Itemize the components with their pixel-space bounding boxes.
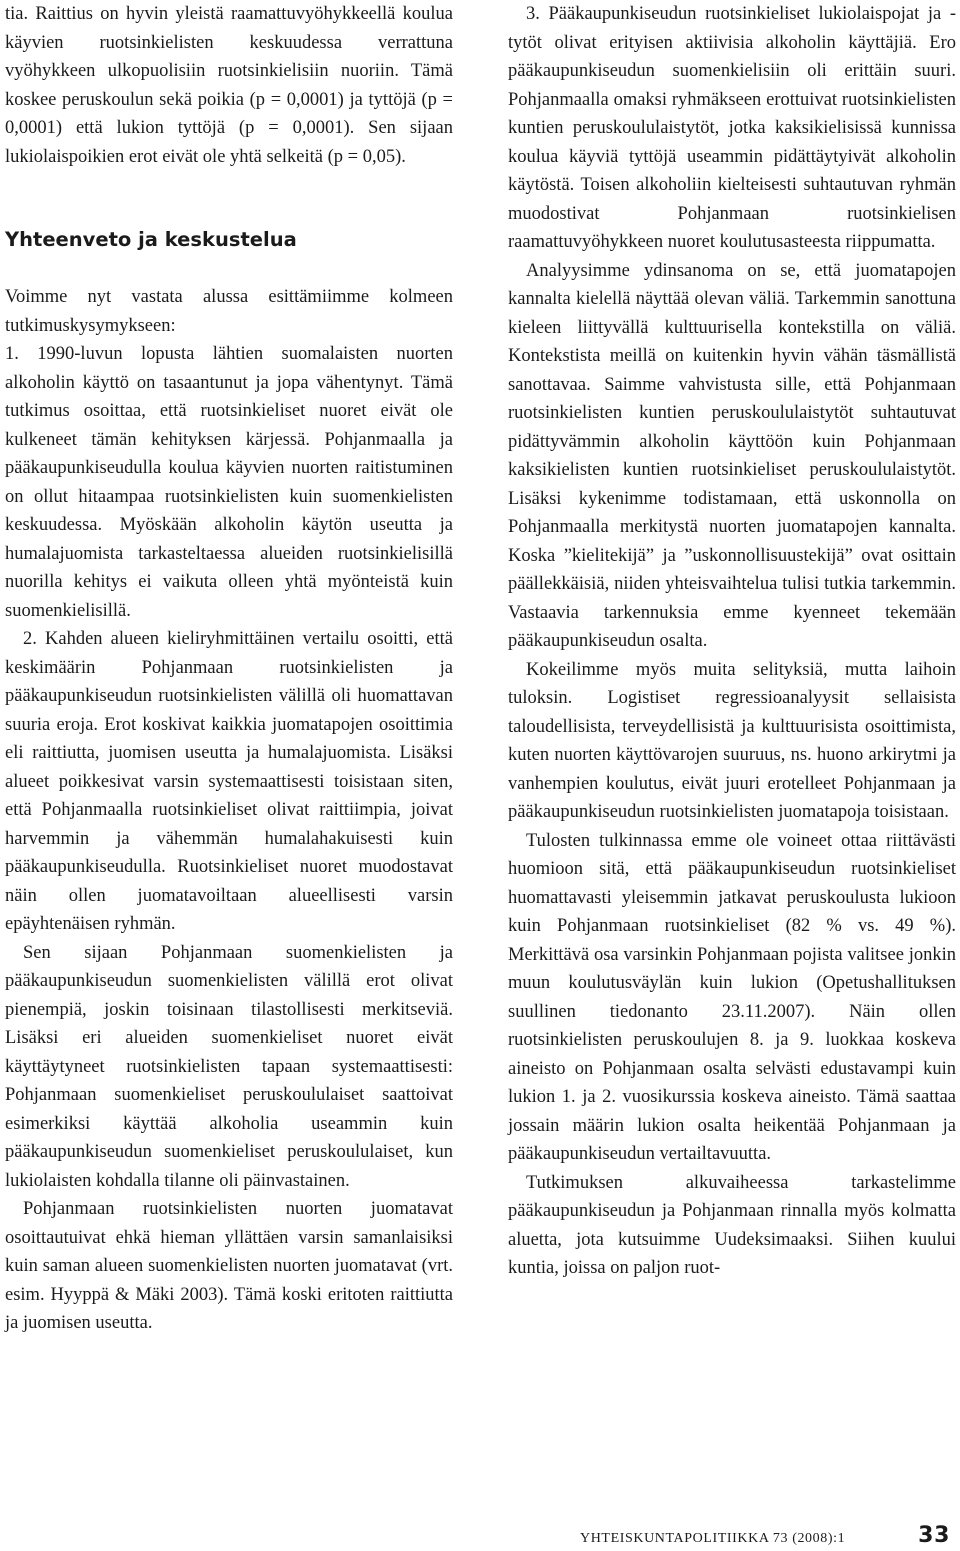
journal-name: YHTEISKUNTAPOLITIIKKA 73 (2008):1	[580, 1531, 846, 1546]
paragraph: Sen sijaan Pohjanmaan suomenkielisten ja pääkaupunkiseudun suomenkielisten välillä erot olivat pienempiä, joskin toisinaan tilastollisesti merkitseviä. Lisäksi eri alueiden suomenkieliset nuoret eivät käyttäytyneet ruotsinkielisten tapaan systemaattisesti: Pohjanmaan suomenkieliset peruskoululaiset saattoivat esimerkiksi käyttää alkoholia useammin kuin pääkaupunkiseudun suomenkieliset peruskoululaiset, kun lukiolaisten kohdalla tilanne oli päinvastainen.	[5, 942, 453, 1191]
page-number: 33	[918, 1523, 950, 1548]
right-column	[508, 0, 956, 1283]
section-heading: Yhteenveto ja keskustelua	[5, 228, 297, 251]
paragraph: Analyysimme ydinsanoma on se, että juomatapojen kannalta kielellä näyttää olevan väliä. Tarkemmin sanottuna kieleen liittyvällä kulttuurisella kontekstilla on väliä. Kontekstista meillä on kuitenkin hyvin vähän täsmällistä sanottavaa. Saimme vahvistusta sille, että Pohjanmaan ruotsinkielisten kuntien peruskoululaistytöt suhtautuvat pidättyvämmin alkoholin käyttöön kuin Pohjanmaan kaksikielisten kuntien ruotsinkieliset peruskoululaistytöt. Lisäksi kykenimme todistamaan, että uskonnolla on Pohjanmaalla merkitystä nuorten juomatapojen kannalta. Koska ”kielitekijä” ja ”uskonnollisuustekijä” ovat osittain päällekkäisiä, niiden yhteisvaihtelua tulisi tutkia tarkemmin. Vastaavia tarkennuksia emme kyenneet tekemään pääkaupunkiseudun osalta.	[508, 260, 956, 651]
answer-item-2: 2. Kahden alueen kieliryhmittäinen vertailu osoitti, että keskimäärin Pohjanmaan ruotsinkielisten ja pääkaupunkiseudun ruotsinkielisten välillä oli huomattavan suuria eroja. Erot koskivat kaikkia juomatapojen osoittimia eli raittiutta, juomisen useutta ja humalajuomista. Lisäksi alueet poikkesivat varsin systemaattisesti toisistaan siten, että Pohjanmaalla ruotsinkieliset olivat raittiimpia, joivat harvemmin ja vähemmän humalahakuisesti kuin pääkaupunkiseudulla. Ruotsinkieliset nuoret muodostavat näin ollen juomatavoiltaan alueellisesti varsin epäyhtenäisen ryhmän.	[5, 629, 453, 934]
paragraph: Kokeilimme myös muita selityksiä, mutta laihoin tuloksin. Logistiset regressioanalyysit sellaisista taloudellisista, terveydellisistä ja kulttuurisista osoittimista, kuten nuorten käyttövarojen suuruus, ns. huono arkirytmi ja vanhempien koulutus, eivät juuri erotelleet Pohjanmaan ja pääkaupunkiseudun ruotsinkielisten juomatapoja toisistaan.	[508, 659, 956, 822]
left-column	[5, 0, 453, 1338]
page-footer	[580, 1521, 950, 1551]
answer-item-1: 1. 1990-luvun lopusta lähtien suomalaisten nuorten alkoholin käyttö on tasaantunut ja jopa vähentynyt. Tämä tutkimus osoittaa, että ruotsinkieliset nuoret eivät ole kulkeneet tämän kehityksen kärjessä. Pohjanmaalla ja pääkaupunkiseudulla koulua käyvien nuorten raitistuminen on ollut hitaampaa ruotsinkielisten kuin suomenkielisten keskuudessa. Myöskään alkoholin käytön useutta ja humalajuomista tarkasteltaessa alueiden ruotsinkielisillä nuorilla kehitys ei vaikuta olleen yhtä myönteistä kuin suomenkielisillä.	[5, 344, 453, 621]
paragraph: Tutkimuksen alkuvaiheessa tarkastelimme pääkaupunkiseudun ja Pohjanmaan rinnalla myös kolmatta aluetta, jota kutsuimme Uudeksimaaksi. Siihen kuului kuntia, joissa on paljon ruot-	[508, 1172, 956, 1278]
paragraph: Pohjanmaan ruotsinkielisten nuorten juomatavat osoittautuivat ehkä hieman yllättäen varsin samanlaisiksi kuin saman alueen suomenkielisten nuorten juomatavat (vrt. esim. Hyyppä & Mäki 2003). Tämä koski eritoten raittiutta ja juomisen useutta.	[5, 1199, 453, 1333]
paragraph: Tulosten tulkinnassa emme ole voineet ottaa riittävästi huomioon sitä, että pääkaupunkiseudun ruotsinkieliset huomattavasti yleisemmin jatkavat peruskoulusta lukioon kuin Pohjanmaan ruotsinkieliset (82 % vs. 49 %). Merkittävä osa varsinkin Pohjanmaan pojista valitsee jonkin muun koulutusväylän kuin lukion (Opetushallituksen suullinen tiedonanto 23.11.2007). Näin ollen ruotsinkielisten peruskoulujen 8. ja 9. luokkaa koskeva aineisto on Pohjanmaan osalta selvästi edustavampi kuin lukion 1. ja 2. vuosikurssia koskeva aineisto. Tämä saattaa jossain määrin lukion osalta heikentää Pohjanmaan ja pääkaupunkiseudun vertailtavuutta.	[508, 830, 956, 1164]
answer-item-3: 3. Pääkaupunkiseudun ruotsinkieliset lukiolaispojat ja -tytöt olivat erityisen aktiivisia alkoholin käyttäjiä. Ero pääkaupunkiseudun suomenkielisiin oli erittäin suuri. Pohjanmaalla omaksi ryhmäkseen erottuivat ruotsinkielisten kuntien peruskoululaistytöt, jotka kaksikielisissä kunnissa koulua käyviä tyttöjä useammin pidättäytyivät alkoholin käytöstä. Toisen alkoholiin kielteisesti suhtautuvan ryhmän muodostivat Pohjanmaan ruotsinkielisen raamattuvyöhykkeen nuoret koulutusasteesta riippumatta.	[508, 4, 956, 252]
top-paragraph: tia. Raittius on hyvin yleistä raamattuvyöhykkeellä koulua käyvien ruotsinkielisten keskuudessa verrattuna vyöhykkeen ulkopuolisiin ruotsinkielisiin nuoriin. Tämä koskee peruskoulun sekä poikia (p = 0,0001) ja tyttöjä (p = 0,0001) että lukion tyttöjä (p = 0,0001). Sen sijaan lukiolaispoikien erot eivät ole yhtä selkeitä (p = 0,05).	[5, 4, 453, 167]
intro-paragraph: Voimme nyt vastata alussa esittämiimme kolmeen tutkimuskysymykseen:	[5, 287, 453, 336]
